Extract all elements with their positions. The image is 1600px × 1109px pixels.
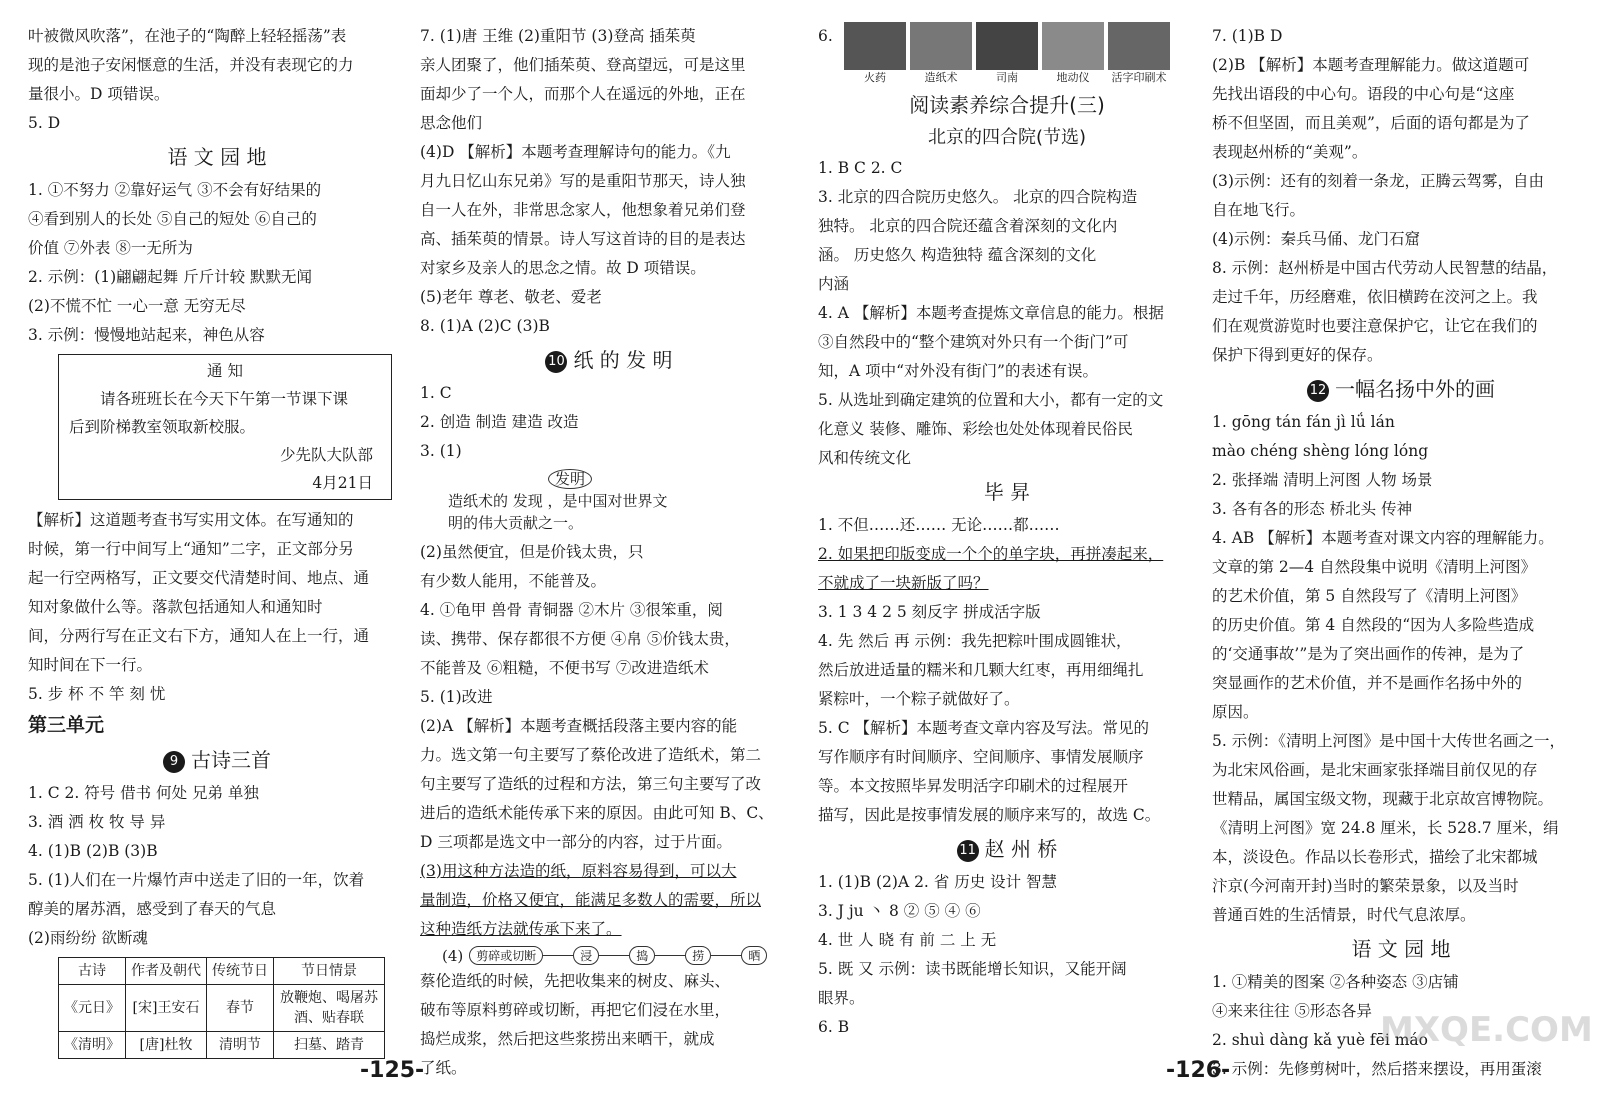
text-line: 5. D bbox=[28, 114, 61, 132]
text-line: (3)用这种方法造的纸，原料容易得到，可以大 bbox=[420, 862, 737, 880]
text-line: 桥不但坚固，而且美观”，后面的语句都是为了 bbox=[1212, 114, 1530, 132]
text-line: 2. 创造 制造 建造 改造 bbox=[420, 413, 579, 431]
text-line: 等。本文按照毕昇发明活字印刷术的过程展开 bbox=[818, 777, 1129, 795]
text-line: (2)B 【解析】本题考查理解能力。做这道题可 bbox=[1212, 56, 1530, 74]
text-line: (5)老年 尊老、敬老、爱老 bbox=[420, 288, 602, 306]
col3-lines-b bbox=[818, 511, 1196, 830]
table-header: 作者及朝代 bbox=[126, 958, 207, 985]
text-line: 5. 步 杯 不 竿 刻 忧 bbox=[28, 685, 166, 703]
table-cell: 《元日》 bbox=[59, 985, 126, 1032]
col4-lines-b bbox=[1212, 408, 1590, 930]
text-line: 量制造，价格又便宜，能满足多数人的需要，所以 bbox=[420, 891, 762, 909]
text-line: 保护下得到更好的保存。 bbox=[1212, 346, 1383, 364]
lesson-heading bbox=[1212, 372, 1590, 406]
text-line: 知时间在下一行。 bbox=[28, 656, 153, 674]
page-number: -126- bbox=[1166, 1058, 1231, 1083]
col3-lines-c bbox=[818, 868, 1196, 1042]
text-line: 思念他们 bbox=[420, 114, 483, 132]
text-line: 【解析】这道题考查书写实用文体。在写通知的 bbox=[28, 511, 354, 529]
text-line: 7. (1)B D bbox=[1212, 27, 1283, 45]
column-1 bbox=[28, 22, 406, 1059]
text-line: 醇美的屠苏酒，感受到了春天的气息 bbox=[28, 900, 277, 918]
notice-body: 后到阶梯教室领取新校服。 bbox=[69, 418, 256, 436]
text-line: 了纸。 bbox=[420, 1059, 467, 1077]
text-line: 表现赵州桥的“美观”。 bbox=[1212, 143, 1368, 161]
text-line: 有少数人能用，不能普及。 bbox=[420, 572, 607, 590]
text-line: 5. (1)人们在一片爆竹声中送走了旧的一年，饮着 bbox=[28, 871, 365, 889]
col4-lines-a bbox=[1212, 22, 1590, 370]
lesson-number: 12 bbox=[1307, 380, 1329, 402]
text-line: (2)A 【解析】本题考查概括段落主要内容的能 bbox=[420, 717, 738, 735]
table-header: 传统节日 bbox=[207, 958, 274, 985]
diagram-correction: 发明 bbox=[548, 469, 592, 489]
text-line: 3. J ju 丶 8 ② ⑤ ④ ⑥ bbox=[818, 902, 981, 920]
col1-lines-d bbox=[28, 779, 406, 953]
text-line: 4. ①龟甲 兽骨 青铜器 ②木片 ③很笨重，阅 bbox=[420, 601, 723, 619]
invention-image bbox=[1042, 22, 1104, 70]
process-chain bbox=[420, 946, 798, 965]
table-cell: 放鞭炮、喝屠苏酒、贴春联 bbox=[274, 985, 385, 1032]
invention-image bbox=[910, 22, 972, 70]
notice-title: 通 知 bbox=[207, 362, 243, 380]
notice-box bbox=[58, 354, 392, 500]
invention-image bbox=[1108, 22, 1170, 70]
poem-table bbox=[58, 957, 385, 1059]
table-row bbox=[59, 1032, 385, 1059]
col1-lines-a bbox=[28, 22, 406, 138]
chain-step: 捞 bbox=[685, 946, 711, 965]
text-line: 2. 示例：(1)翩翩起舞 斤斤计较 默默无闻 bbox=[28, 268, 313, 286]
text-line: 3. 北京的四合院历史悠久。 北京的四合院构造 bbox=[818, 188, 1138, 206]
text-line: 涵。 历史悠久 构造独特 蕴含深刻的文化 bbox=[818, 246, 1097, 264]
section-subheading: 北京的四合院(节选) bbox=[927, 127, 1087, 148]
text-line: 的艺术价值，第 5 自然段写了《清明上河图》 bbox=[1212, 587, 1527, 605]
table-header-row bbox=[59, 958, 385, 985]
text-line: 8. (1)A (2)C (3)B bbox=[420, 317, 550, 335]
text-line: 的历史价值。第 4 自然段的“因为人多险些造成 bbox=[1212, 616, 1535, 634]
unit-title: 第三单元 bbox=[28, 714, 105, 736]
text-line: 写作顺序有时间顺序、空间顺序、事情发展顺序 bbox=[818, 748, 1144, 766]
text-line: 然后放进适量的糯米和几颗大红枣，再用细绳扎 bbox=[818, 661, 1144, 679]
table-header: 古诗 bbox=[59, 958, 126, 985]
table-cell: 清明节 bbox=[207, 1032, 274, 1059]
chain-step: 晒 bbox=[741, 946, 767, 965]
text-line: 1. B C 2. C bbox=[818, 159, 903, 177]
text-line: 对家乡及亲人的思念之情。故 D 项错误。 bbox=[420, 259, 706, 277]
text-line: 3. 示例：慢慢地站起来，神色从容 bbox=[28, 326, 265, 344]
text-line: 时候，第一行中间写上“通知”二字，正文部分另 bbox=[28, 540, 354, 558]
page-number: -125- bbox=[360, 1058, 425, 1083]
text-line: 起一行空两格写，正文要交代清楚时间、地点、通 bbox=[28, 569, 370, 587]
invention-image bbox=[976, 22, 1038, 70]
text-line: (4)示例：秦兵马俑、龙门石窟 bbox=[1212, 230, 1420, 248]
text-line: 高、插茱萸的情景。诗人写这首诗的目的是表达 bbox=[420, 230, 746, 248]
text-line: 7. (1)唐 王维 (2)重阳节 (3)登高 插茱萸 bbox=[420, 27, 696, 45]
notice-body: 请各班班长在今天下午第一节课下课 bbox=[100, 390, 349, 408]
text-line: 自在地飞行。 bbox=[1212, 201, 1306, 219]
text-line: 亲人团聚了，他们插茱萸、登高望远，可是这里 bbox=[420, 56, 746, 74]
col1-lines-c bbox=[28, 506, 406, 709]
lesson-title: 赵 州 桥 bbox=[984, 837, 1058, 861]
text-line: ④来来往往 ⑤形态各异 bbox=[1212, 1002, 1372, 1020]
text-line: 5. C 【解析】本题考查文章内容及写法。常见的 bbox=[818, 719, 1150, 737]
table-cell: [唐]杜牧 bbox=[126, 1032, 207, 1059]
text-line: 知，A 项中“对外没有街门”的表述有误。 bbox=[818, 362, 1098, 380]
text-line: 普通百姓的生活情景，时代气息浓厚。 bbox=[1212, 906, 1476, 924]
invention-label: 地动仪 bbox=[1056, 71, 1090, 84]
col2-lines-b bbox=[420, 379, 798, 466]
chain-step: 浸 bbox=[573, 946, 599, 965]
text-line: 面却少了一个人，而那个人在遥远的外地，正在 bbox=[420, 85, 746, 103]
lesson-heading bbox=[28, 743, 406, 777]
text-line: 化意义 装修、雕饰、彩绘也处处体现着民俗民 bbox=[818, 420, 1133, 438]
chain-step: 剪碎或切断 bbox=[469, 946, 543, 965]
text-line: 蔡伦造纸的时候，先把收集来的树皮、麻头、 bbox=[420, 972, 731, 990]
text-line: 破布等原料剪碎或切断，再把它们浸在水里， bbox=[420, 1001, 731, 1019]
text-line: 句主要写了造纸的过程和方法，第三句主要写了改 bbox=[420, 775, 762, 793]
table-row bbox=[59, 985, 385, 1032]
chain-step: 捣 bbox=[629, 946, 655, 965]
column-4 bbox=[1212, 22, 1590, 1084]
text-line: 叶被微风吹落”，在池子的“陶醉上轻轻摇荡”表 bbox=[28, 27, 347, 45]
lesson-heading: 毕 昇 bbox=[983, 480, 1031, 504]
text-line: 力。选文第一句主要写了蔡伦改进了造纸术，第二 bbox=[420, 746, 762, 764]
edit-diagram bbox=[448, 468, 798, 534]
text-line: 先找出语段的中心句。语段的中心句是“这座 bbox=[1212, 85, 1515, 103]
text-line: 月九日忆山东兄弟》写的是重阳节那天，诗人独 bbox=[420, 172, 746, 190]
text-line: 文章的第 2—4 自然段集中说明《清明上河图》 bbox=[1212, 558, 1537, 576]
text-line: 3. 各有各的形态 桥北头 传神 bbox=[1212, 500, 1413, 518]
col2-lines-c bbox=[420, 538, 798, 944]
text-line: 3. 1 3 4 2 5 刻反字 拼成活字版 bbox=[818, 603, 1041, 621]
col2-lines-a bbox=[420, 22, 798, 341]
lesson-number: 10 bbox=[545, 351, 567, 373]
text-line: 现的是池子安闲惬意的生活，并没有表现它的力 bbox=[28, 56, 354, 74]
lesson-title: 一幅名扬中外的画 bbox=[1335, 377, 1495, 401]
col3-lines-a bbox=[818, 154, 1196, 473]
invention-label: 造纸术 bbox=[924, 71, 958, 84]
text-line: 4. 世 人 晓 有 前 二 上 无 bbox=[818, 931, 997, 949]
section-heading: 语 文 园 地 bbox=[167, 145, 267, 169]
diagram-line: 造纸术的 发现 ，是中国对世界文 bbox=[448, 492, 668, 510]
text-line: 不就成了一块新版了吗？ bbox=[818, 574, 989, 592]
text-line: 3. (1) bbox=[420, 442, 462, 460]
text-line: 不能普及 ⑥粗糙，不便书写 ⑦改进造纸术 bbox=[420, 659, 709, 677]
text-line: (2)雨纷纷 欲断魂 bbox=[28, 929, 148, 947]
lesson-title: 纸 的 发 明 bbox=[573, 348, 673, 372]
section-heading: 语 文 园 地 bbox=[1351, 937, 1451, 961]
text-line: 自一人在外，非常思念家人，他想象着兄弟们登 bbox=[420, 201, 746, 219]
lesson-heading bbox=[818, 832, 1196, 866]
notice-sign: 少先队大队部 bbox=[279, 446, 373, 464]
text-line: 知对象做什么等。落款包括通知人和通知时 bbox=[28, 598, 323, 616]
text-line: D 三项都是选文中一部分的内容，过于片面。 bbox=[420, 833, 732, 851]
text-line: 8. 示例：赵州桥是中国古代劳动人民智慧的结晶， bbox=[1212, 259, 1558, 277]
text-line: 5. 示例：《清明上河图》是中国十大传世名画之一， bbox=[1212, 732, 1565, 750]
invention-image bbox=[844, 22, 906, 70]
column-2 bbox=[420, 22, 798, 1083]
text-line: 4. A 【解析】本题考查提炼文章信息的能力。根据 bbox=[818, 304, 1164, 322]
text-line: 3. 示例：先修剪树叶，然后搭来摆设，再用蛋滚 bbox=[1212, 1060, 1542, 1078]
text-line: 2. 如果把印版变成一个个的单字块，再拼凑起来， bbox=[818, 545, 1164, 563]
text-line: 为北宋风俗画，是北宋画家张择端目前仅见的存 bbox=[1212, 761, 1538, 779]
invention-label: 火药 bbox=[864, 71, 886, 84]
text-line: 眼界。 bbox=[818, 989, 865, 1007]
text-line: 这种造纸方法就传承下来了。 bbox=[420, 920, 622, 938]
invention-label: 司南 bbox=[996, 71, 1018, 84]
invention-pictures bbox=[844, 22, 1170, 70]
text-line: mào chéng shèng lóng lóng bbox=[1212, 442, 1429, 460]
text-line: 读、携带、保存都很不方便 ④帛 ⑤价钱太贵， bbox=[420, 630, 740, 648]
chain-prefix: (4) bbox=[442, 946, 464, 965]
text-line: (4)D 【解析】本题考查理解诗句的能力。《九 bbox=[420, 143, 731, 161]
question-number: 6. bbox=[818, 27, 833, 45]
lesson-number: 9 bbox=[163, 751, 185, 773]
text-line: 2. shuì dàng kǎ yuè fēi máo bbox=[1212, 1031, 1428, 1049]
text-line: 2. 张择端 清明上河图 人物 场景 bbox=[1212, 471, 1433, 489]
text-line: 描写，因此是按事情发展的顺序来写的，故选 C。 bbox=[818, 806, 1161, 824]
text-line: 的‘交通事故’”是为了突出画作的传神，是为了 bbox=[1212, 645, 1525, 663]
diagram-line: 明的伟大贡献之一。 bbox=[448, 514, 584, 532]
text-line: 本，淡设色。作品以长卷形式，描绘了北宋都城 bbox=[1212, 848, 1538, 866]
col2-lines-d bbox=[420, 967, 798, 1083]
text-line: 走过千年，历经磨难，依旧横跨在洨河之上。我 bbox=[1212, 288, 1538, 306]
text-line: ③自然段中的“整个建筑对外只有一个街门”可 bbox=[818, 333, 1129, 351]
text-line: 1. gōng tán fán jì lǘ lán bbox=[1212, 413, 1395, 431]
invention-label: 活字印刷术 bbox=[1111, 71, 1167, 84]
table-cell: 《清明》 bbox=[59, 1032, 126, 1059]
text-line: 突显画作的艺术价值，并不是画作名扬中外的 bbox=[1212, 674, 1523, 692]
text-line: 价值 ⑦外表 ⑧一无所为 bbox=[28, 239, 193, 257]
q6-pictures-row bbox=[818, 22, 1196, 70]
text-line: (2)不慌不忙 一心一意 无穷无尽 bbox=[28, 297, 246, 315]
watermark-logo: MXQE.COM bbox=[1380, 1010, 1593, 1050]
text-line: 风和传统文化 bbox=[818, 449, 912, 467]
col1-lines-b bbox=[28, 176, 406, 350]
text-line: 6. B bbox=[818, 1018, 850, 1036]
text-line: 《清明上河图》宽 24.8 厘米，长 528.7 厘米，绢 bbox=[1212, 819, 1559, 837]
table-cell: 春节 bbox=[207, 985, 274, 1032]
text-line: 量很小。D 项错误。 bbox=[28, 85, 170, 103]
text-line: 1. C 2. 符号 借书 何处 兄弟 单独 bbox=[28, 784, 259, 802]
text-line: 原因。 bbox=[1212, 703, 1259, 721]
text-line: 汴京(今河南开封)当时的繁荣景象，以及当时 bbox=[1212, 877, 1519, 895]
text-line: (2)虽然便宜，但是价钱太贵，只 bbox=[420, 543, 644, 561]
text-line: 1. 不但……还…… 无论……都…… bbox=[818, 516, 1060, 534]
text-line: 进后的造纸术能传承下来的原因。由此可知 B、C、 bbox=[420, 804, 774, 822]
text-line: 4. 先 然后 再 示例：我先把粽叶围成圆锥状， bbox=[818, 632, 1132, 650]
lesson-heading bbox=[420, 343, 798, 377]
text-line: 紧粽叶，一个粽子就做好了。 bbox=[818, 690, 1020, 708]
text-line: 1. C bbox=[420, 384, 452, 402]
text-line: 1. ①不努力 ②靠好运气 ③不会有好结果的 bbox=[28, 181, 322, 199]
text-line: 世精品，属国宝级文物，现藏于北京故宫博物院。 bbox=[1212, 790, 1554, 808]
table-cell: 扫墓、踏青 bbox=[274, 1032, 385, 1059]
text-line: 4. AB 【解析】本题考查对课文内容的理解能力。 bbox=[1212, 529, 1554, 547]
column-3 bbox=[818, 22, 1196, 1042]
text-line: 间，分两行写在正文右下方，通知人在上一行，通 bbox=[28, 627, 370, 645]
text-line: 独特。 北京的四合院还蕴含着深刻的文化内 bbox=[818, 217, 1118, 235]
text-line: 1. ①精美的图案 ②各种姿态 ③店铺 bbox=[1212, 973, 1459, 991]
text-line: 内涵 bbox=[818, 275, 850, 293]
text-line: 4. (1)B (2)B (3)B bbox=[28, 842, 158, 860]
invention-labels bbox=[844, 70, 1196, 86]
notice-date: 4月21日 bbox=[312, 474, 373, 492]
section-heading: 阅读素养综合提升(三) bbox=[909, 93, 1105, 117]
text-line: 们在观赏游览时也要注意保护它，让它在我们的 bbox=[1212, 317, 1538, 335]
text-line: 捣烂成浆，然后把这些浆捞出来晒干，就成 bbox=[420, 1030, 715, 1048]
text-line: 5. (1)改进 bbox=[420, 688, 493, 706]
table-cell: [宋]王安石 bbox=[126, 985, 207, 1032]
text-line: 5. 既 又 示例：读书既能增长知识，又能开阔 bbox=[818, 960, 1127, 978]
table-header: 节日情景 bbox=[274, 958, 385, 985]
lesson-title: 古诗三首 bbox=[191, 748, 271, 772]
text-line: 3. 酒 洒 枚 牧 导 异 bbox=[28, 813, 166, 831]
text-line: 1. (1)B (2)A 2. 省 历史 设计 智慧 bbox=[818, 873, 1058, 891]
text-line: 5. 从选址到确定建筑的位置和大小，都有一定的文 bbox=[818, 391, 1164, 409]
text-line: (3)示例：还有的刻着一条龙，正腾云驾雾，自由 bbox=[1212, 172, 1544, 190]
lesson-number: 11 bbox=[957, 840, 979, 862]
text-line: ④看到别人的长处 ⑤自己的短处 ⑥自己的 bbox=[28, 210, 317, 228]
